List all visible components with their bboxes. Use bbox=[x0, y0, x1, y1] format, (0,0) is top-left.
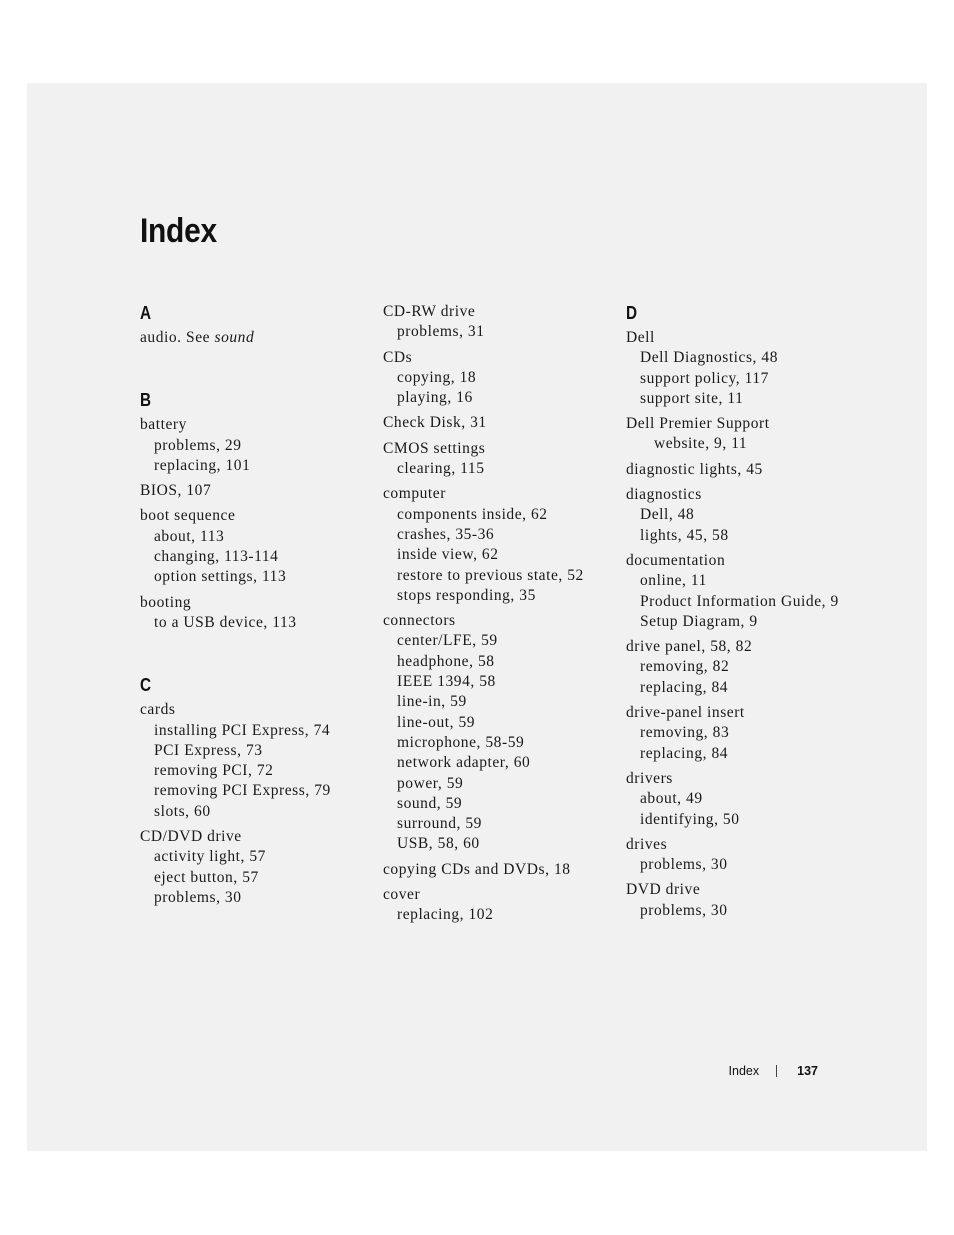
index-term bbox=[626, 328, 876, 348]
index-entry bbox=[140, 481, 375, 501]
index-term bbox=[626, 769, 876, 789]
page-number: 137 bbox=[797, 1064, 818, 1078]
footer-divider bbox=[776, 1065, 777, 1077]
index-term bbox=[140, 700, 375, 720]
index-term bbox=[140, 328, 375, 348]
index-term-text: booting bbox=[140, 593, 192, 611]
index-subentry: removing, 83 bbox=[640, 724, 730, 742]
index-entry bbox=[626, 835, 876, 876]
index-term bbox=[140, 827, 375, 847]
index-term bbox=[626, 880, 876, 900]
index-subentry: line-out, 59 bbox=[397, 713, 476, 731]
index-term-text: copying CDs and DVDs, 18 bbox=[383, 860, 571, 878]
index-term bbox=[383, 484, 618, 504]
index-term-text: drive panel, 58, 82 bbox=[626, 638, 753, 656]
index-term bbox=[140, 593, 375, 613]
index-subentry: clearing, 115 bbox=[397, 460, 485, 478]
index-entry bbox=[140, 700, 375, 822]
index-entry bbox=[383, 611, 618, 855]
index-subentry: power, 59 bbox=[397, 774, 464, 792]
index-entry bbox=[626, 703, 876, 764]
page-footer bbox=[729, 1061, 818, 1081]
index-column-1 bbox=[140, 302, 375, 913]
index-term-text: Dell Premier Support bbox=[626, 415, 770, 433]
index-entry bbox=[626, 460, 876, 480]
index-subentry: playing, 16 bbox=[397, 389, 473, 407]
index-column-3 bbox=[626, 302, 876, 926]
index-subentry: line-in, 59 bbox=[397, 693, 467, 711]
index-term bbox=[626, 835, 876, 855]
index-term-text: Check Disk, 31 bbox=[383, 414, 487, 432]
index-subentry: identifying, 50 bbox=[640, 810, 740, 828]
index-subentry: slots, 60 bbox=[154, 802, 211, 820]
index-entry bbox=[626, 551, 876, 632]
index-term-text: drives bbox=[626, 835, 668, 853]
index-subentry: installing PCI Express, 74 bbox=[154, 721, 331, 739]
index-subentry: Dell Diagnostics, 48 bbox=[640, 349, 778, 367]
index-subentry: problems, 30 bbox=[640, 856, 728, 874]
index-term-text: drivers bbox=[626, 769, 673, 787]
index-subentry: support site, 11 bbox=[640, 389, 744, 407]
index-subentry: restore to previous state, 52 bbox=[397, 566, 584, 584]
index-subentry: problems, 31 bbox=[397, 323, 485, 341]
index-term bbox=[383, 860, 618, 880]
index-entry bbox=[626, 414, 876, 455]
index-term bbox=[383, 611, 618, 631]
index-term-text: Dell bbox=[626, 329, 655, 346]
index-entry bbox=[626, 485, 876, 546]
index-term-text: documentation bbox=[626, 551, 726, 569]
index-subentry: Dell, 48 bbox=[640, 506, 695, 524]
index-term-text: diagnostic lights, 45 bbox=[626, 460, 763, 478]
index-subentry: problems, 30 bbox=[640, 901, 728, 919]
index-term-text: drive-panel insert bbox=[626, 704, 745, 722]
index-entry bbox=[626, 637, 876, 698]
index-entry bbox=[626, 769, 876, 830]
section-gap bbox=[140, 353, 375, 389]
index-entry bbox=[383, 413, 618, 433]
index-term bbox=[140, 415, 375, 435]
index-subentry: about, 49 bbox=[640, 790, 703, 808]
index-term-text: boot sequence bbox=[140, 507, 236, 525]
index-term bbox=[626, 414, 876, 434]
index-subentry: IEEE 1394, 58 bbox=[397, 673, 496, 691]
index-subentry: Setup Diagram, 9 bbox=[640, 612, 758, 630]
index-column-2 bbox=[383, 302, 618, 931]
index-subentry: option settings, 113 bbox=[154, 568, 287, 586]
index-term bbox=[140, 506, 375, 526]
index-subentry: support policy, 117 bbox=[640, 369, 769, 387]
section-gap bbox=[140, 638, 375, 674]
index-entry bbox=[626, 880, 876, 921]
index-entry bbox=[140, 506, 375, 587]
index-subentry: replacing, 84 bbox=[640, 744, 729, 762]
index-subentry: microphone, 58-59 bbox=[397, 733, 525, 751]
index-subentry: problems, 30 bbox=[154, 888, 242, 906]
index-term-text: BIOS, 107 bbox=[140, 482, 212, 500]
index-subentry: Product Information Guide, 9 bbox=[640, 592, 839, 610]
index-subentry: removing PCI, 72 bbox=[154, 762, 274, 780]
index-entry bbox=[383, 439, 618, 480]
index-subentry: network adapter, 60 bbox=[397, 754, 531, 772]
index-term-text: DVD drive bbox=[626, 881, 701, 899]
index-term bbox=[383, 439, 618, 459]
section-letter: D bbox=[626, 303, 638, 323]
index-subentry: problems, 29 bbox=[154, 436, 242, 454]
index-subentry: crashes, 35-36 bbox=[397, 525, 495, 543]
index-term bbox=[626, 637, 876, 657]
index-subentry: removing PCI Express, 79 bbox=[154, 782, 331, 800]
index-term bbox=[383, 302, 618, 322]
index-subentry: removing, 82 bbox=[640, 658, 730, 676]
index-entry bbox=[383, 885, 618, 926]
index-subentry: stops responding, 35 bbox=[397, 586, 536, 604]
index-entry bbox=[140, 593, 375, 634]
index-term-text: cards bbox=[140, 701, 176, 719]
section-letter: A bbox=[140, 303, 152, 323]
index-subentry: sound, 59 bbox=[397, 794, 463, 812]
index-entry bbox=[140, 415, 375, 476]
index-subentry: to a USB device, 113 bbox=[154, 613, 297, 631]
index-subentry: PCI Express, 73 bbox=[154, 741, 263, 759]
index-term-text: battery bbox=[140, 416, 187, 434]
index-term-text: CD/DVD drive bbox=[140, 828, 242, 846]
index-term bbox=[626, 460, 876, 480]
page-title: Index bbox=[140, 212, 217, 250]
section-letter: B bbox=[140, 390, 152, 411]
index-subentry: center/LFE, 59 bbox=[397, 632, 498, 650]
index-subentry: surround, 59 bbox=[397, 815, 482, 833]
index-subentry: eject button, 57 bbox=[154, 868, 259, 886]
index-term-text: CDs bbox=[383, 348, 413, 366]
index-continuation: website, 9, 11 bbox=[654, 435, 748, 453]
index-term bbox=[383, 885, 618, 905]
index-term bbox=[140, 481, 375, 501]
index-subentry: about, 113 bbox=[154, 527, 225, 545]
index-subentry: lights, 45, 58 bbox=[640, 526, 729, 544]
index-term-text: connectors bbox=[383, 612, 456, 630]
index-entry bbox=[626, 328, 876, 409]
index-term-text: CD-RW drive bbox=[383, 303, 476, 320]
index-term bbox=[626, 551, 876, 571]
index-subentry: headphone, 58 bbox=[397, 652, 495, 670]
cross-reference: sound bbox=[214, 329, 255, 346]
index-term bbox=[383, 413, 618, 433]
section-letter: C bbox=[140, 675, 152, 696]
index-term bbox=[626, 703, 876, 723]
index-term-text: computer bbox=[383, 485, 446, 503]
index-subentry: activity light, 57 bbox=[154, 848, 266, 866]
index-subentry: online, 11 bbox=[640, 572, 707, 590]
index-entry bbox=[383, 860, 618, 880]
index-entry bbox=[383, 484, 618, 606]
index-term bbox=[626, 485, 876, 505]
index-term-text: CMOS settings bbox=[383, 439, 486, 457]
index-subentry: USB, 58, 60 bbox=[397, 835, 480, 853]
index-subentry: replacing, 84 bbox=[640, 678, 729, 696]
index-term-text: audio. See bbox=[140, 329, 215, 346]
index-subentry: components inside, 62 bbox=[397, 505, 548, 523]
index-entry bbox=[383, 302, 618, 343]
index-subentry: inside view, 62 bbox=[397, 546, 499, 564]
index-entry bbox=[140, 328, 375, 348]
index-entry bbox=[140, 827, 375, 908]
index-subentry: replacing, 102 bbox=[397, 906, 494, 924]
index-subentry: replacing, 101 bbox=[154, 456, 251, 474]
index-term-text: cover bbox=[383, 886, 421, 904]
index-subentry: copying, 18 bbox=[397, 368, 477, 386]
index-subentry: changing, 113-114 bbox=[154, 548, 279, 566]
index-term-text: diagnostics bbox=[626, 486, 702, 504]
index-entry bbox=[383, 348, 618, 409]
index-term bbox=[383, 348, 618, 368]
footer-section-label: Index bbox=[728, 1064, 760, 1078]
